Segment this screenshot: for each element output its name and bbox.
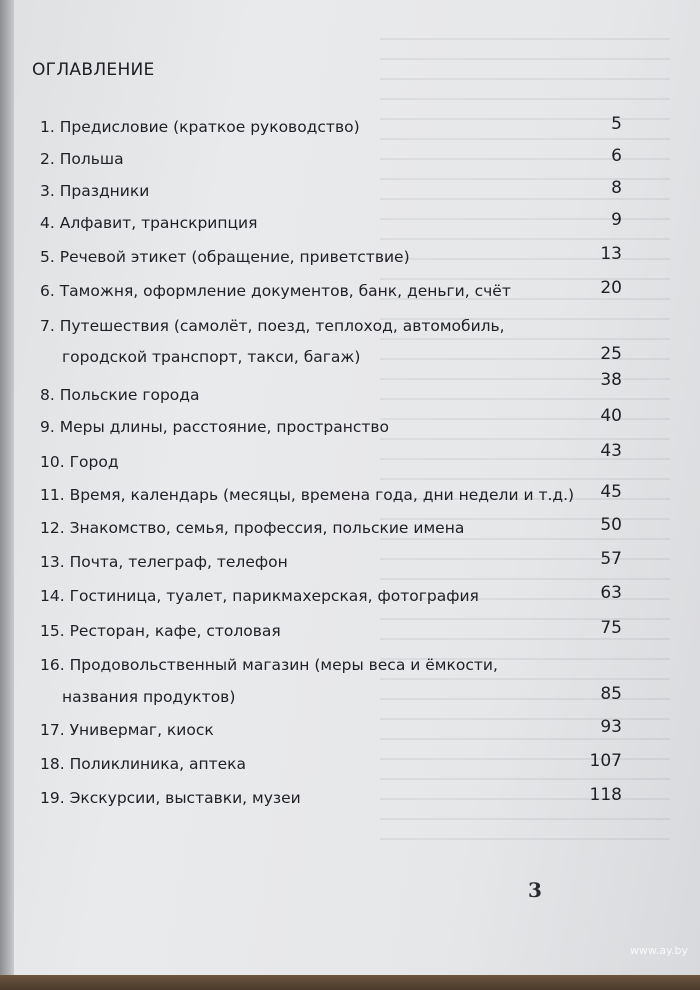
toc-entry-page: 45 — [600, 482, 622, 502]
toc-entry-label: 12. Знакомство, семья, профессия, польские имена — [40, 519, 465, 537]
toc-entry-label: 14. Гостиница, туалет, парикмахерская, фотография — [40, 587, 479, 605]
toc-entry — [40, 110, 630, 136]
toc-entry — [40, 441, 630, 471]
toc-entry — [40, 579, 630, 605]
toc-entry-page: 93 — [600, 717, 622, 737]
toc-entry-label: 4. Алфавит, транскрипция — [40, 214, 258, 232]
toc-entry-page: 50 — [600, 515, 622, 535]
toc-entry-label: 18. Поликлиника, аптека — [40, 755, 247, 773]
toc-entry-page: 43 — [600, 441, 622, 461]
toc-entry-label: 9. Меры длины, расстояние, пространство — [40, 418, 390, 436]
toc-entry-page: 13 — [600, 244, 622, 264]
toc-entry — [40, 511, 630, 537]
page-binding-edge — [0, 0, 14, 975]
toc-entry-label: названия продуктов) — [62, 688, 236, 706]
toc-entry-page: 25 — [600, 344, 622, 364]
toc-entry-page: 75 — [600, 618, 622, 638]
toc-entry-page: 107 — [589, 751, 622, 771]
toc-entry-label: 8. Польские города — [40, 386, 200, 404]
toc-entry — [40, 614, 630, 640]
toc-entry-page: 85 — [600, 684, 622, 704]
toc-entry-label: 7. Путешествия (самолёт, поезд, теплоход, автомобиль, — [40, 317, 505, 335]
toc-entry-label: 19. Экскурсии, выставки, музеи — [40, 789, 301, 807]
toc-entry-page: 5 — [611, 114, 622, 134]
toc-entry — [40, 174, 630, 200]
toc-entry-page: 9 — [611, 210, 622, 230]
toc-entry — [40, 309, 630, 335]
toc-entry-label: 1. Предисловие (краткое руководство) — [40, 118, 360, 136]
toc-entry-page: 40 — [600, 406, 622, 426]
toc-entry — [40, 747, 630, 773]
toc-entry-label: 6. Таможня, оформление документов, банк, деньги, счёт — [40, 282, 511, 300]
toc-entry-page: 118 — [589, 785, 622, 805]
watermark: www.ay.by — [629, 944, 688, 957]
toc-entry-label: 10. Город — [40, 453, 119, 471]
toc-entry-label: 5. Речевой этикет (обращение, приветствие) — [40, 248, 410, 266]
toc-entry — [40, 142, 630, 168]
toc-entry-continuation — [40, 680, 630, 706]
toc-entry — [40, 648, 630, 674]
toc-entry-label: 15. Ресторан, кафе, столовая — [40, 622, 281, 640]
toc-entry — [40, 545, 630, 571]
toc-entry — [40, 206, 630, 232]
toc-title: ОГЛАВЛЕНИЕ — [32, 60, 155, 80]
toc-entry-label: 3. Праздники — [40, 182, 150, 200]
toc-entry-page: 63 — [600, 583, 622, 603]
toc-entry — [40, 274, 630, 300]
toc-entry — [40, 370, 630, 404]
toc-entry-label: 16. Продовольственный магазин (меры веса и ёмкости, — [40, 656, 498, 674]
toc-entry-label: 17. Универмаг, киоск — [40, 721, 214, 739]
toc-entry-label: 11. Время, календарь (месяцы, времена года, дни недели и т.д.) — [40, 486, 575, 504]
toc-entry-page: 6 — [611, 146, 622, 166]
toc-entry — [40, 478, 630, 504]
toc-entry-page: 38 — [600, 370, 622, 390]
toc-entry — [40, 406, 630, 436]
toc-entry — [40, 713, 630, 739]
toc-entry — [40, 781, 630, 807]
toc-entry-continuation — [40, 340, 630, 366]
toc-entry — [40, 240, 630, 266]
toc-entry-page: 20 — [600, 278, 622, 298]
page-number: 3 — [528, 878, 542, 902]
toc-entry-label: городской транспорт, такси, багаж) — [62, 348, 361, 366]
table-surface — [0, 975, 700, 990]
toc-entry-label: 2. Польша — [40, 150, 124, 168]
toc-entry-page: 8 — [611, 178, 622, 198]
toc-entry-page: 57 — [600, 549, 622, 569]
toc-entry-label: 13. Почта, телеграф, телефон — [40, 553, 288, 571]
